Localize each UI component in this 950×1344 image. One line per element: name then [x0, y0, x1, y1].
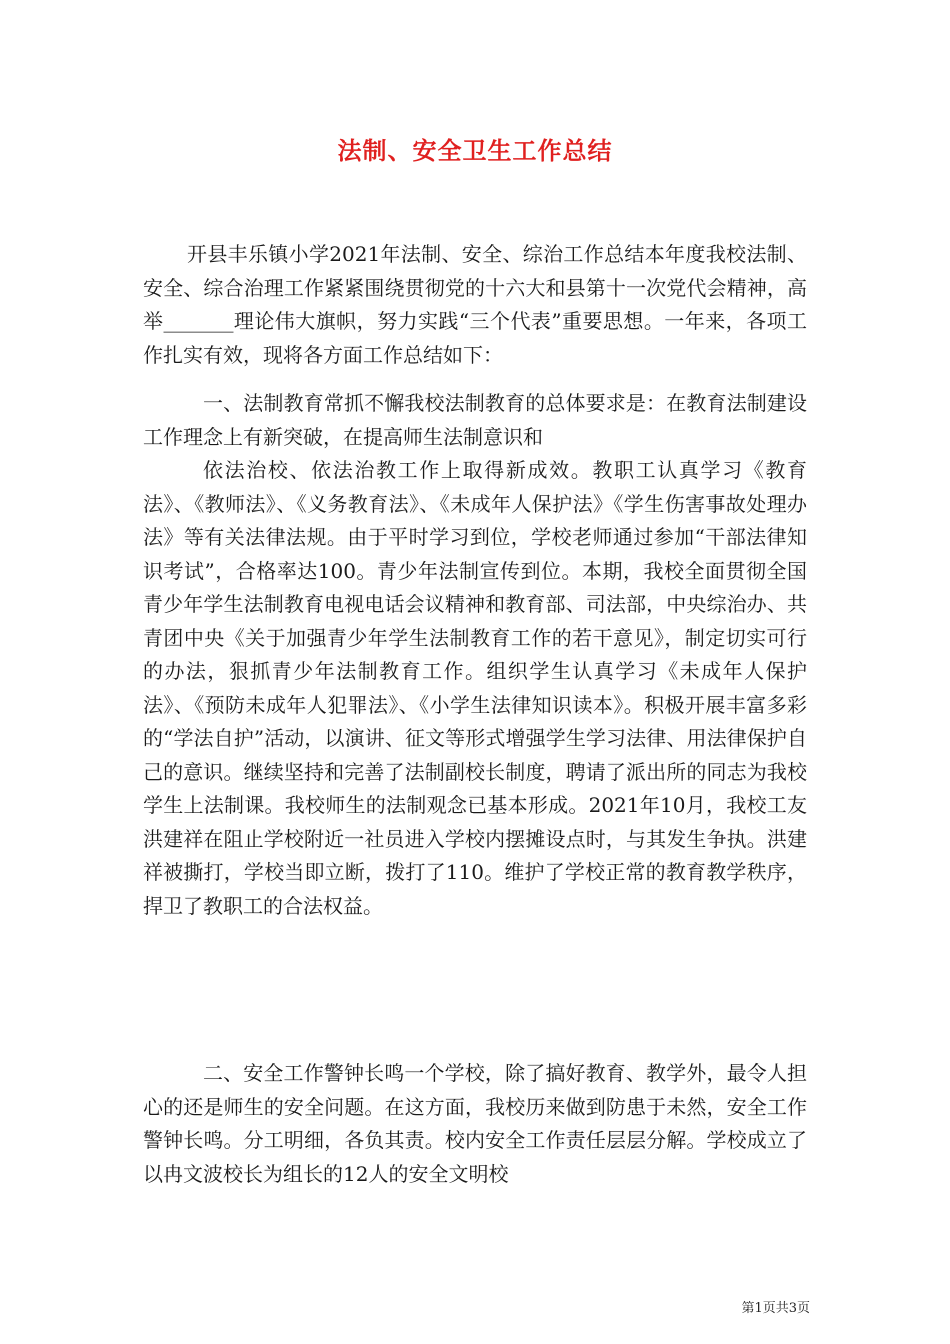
paragraph-section-1-heading: [143, 387, 807, 454]
paragraph-intro: [143, 238, 807, 372]
paragraph-section-1-body: [143, 454, 807, 923]
paragraph-text: 一、法制教育常抓不懈我校法制教育的总体要求是：在教育法制建设工作理念上有新突破，在提高师生法制意识和: [143, 391, 807, 449]
paragraph-text: 二、安全工作警钟长鸣一个学校，除了搞好教育、教学外，最令人担心的还是师生的安全问题。在这方面，我校历来做到防患于未然，安全工作警钟长鸣。分工明细，各负其责。校内安全工作责任层层分解。学校成立了以冉文波校长为组长的12人的安全文明校: [143, 1061, 807, 1186]
document-title: 法制、安全卫生工作总结: [337, 136, 613, 165]
paragraph-text: 开县丰乐镇小学2021年法制、安全、综治工作总结本年度我校法制、安全、综合治理工作紧紧围绕贯彻党的十六大和县第十一次党代会精神，高举_______理论伟大旗帜，努力实践“三个代表”重要思想。一年来，各项工作扎实有效，现将各方面工作总结如下：: [143, 242, 807, 367]
paragraph-section-2: [143, 1057, 807, 1191]
page-number: 第1页共3页: [741, 1301, 810, 1316]
paragraph-text: 依法治校、依法治教工作上取得新成效。教职工认真学习《教育法》、《教师法》、《义务教育法》、《未成年人保护法》《学生伤害事故处理办法》等有关法律法规。由于平时学习到位，学校老师通过参加“干部法律知识考试”，合格率达100。青少年法制宣传到位。本期，我校全面贯彻全国青少年学生法制教育电视电话会议精神和教育部、司法部，中央综治办、共青团中央《关于加强青少年学生法制教育工作的若干意见》，制定切实可行的办法，狠抓青少年法制教育工作。组织学生认真学习《未成年人保护法》、《预防未成年人犯罪法》、《小学生法律知识读本》。积极开展丰富多彩的“学法自护”活动，以演讲、征文等形式增强学生学习法律、用法律保护自己的意识。继续坚持和完善了法制副校长制度，聘请了派出所的同志为我校学生上法制课。我校师生的法制观念已基本形成。2021年10月，我校工友洪建祥在阻止学校附近一社员进入学校内摆摊设点时，与其发生争执。洪建祥被撕打，学校当即立断，拨打了110。维护了学校正常的教育教学秩序，捍卫了教职工的合法权益。: [143, 458, 807, 918]
